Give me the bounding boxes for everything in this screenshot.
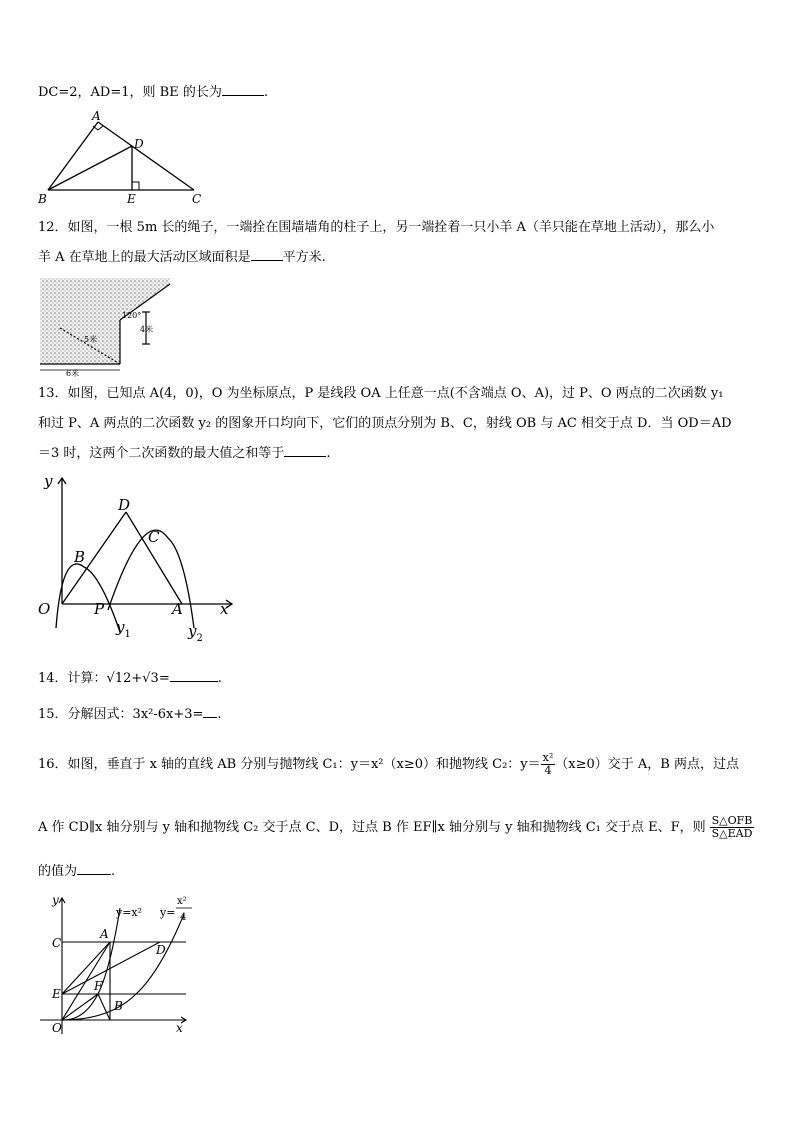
q16-label-c1: y=x²	[116, 906, 143, 919]
q13-line3-after: .	[326, 446, 331, 461]
q16-parabola-figure	[36, 890, 196, 1038]
q16-answer-blank[interactable]	[77, 874, 111, 875]
q11-label-a: A	[92, 110, 101, 123]
q13-label-d: D	[118, 496, 131, 514]
q13-label-y2: $y_2$	[188, 622, 203, 644]
q14-before: 14．计算：	[38, 671, 107, 686]
q16-ratio-den: S△EAD	[711, 827, 753, 840]
q13-label-a: A	[172, 600, 183, 618]
q16-ratio-num: S△OFB	[711, 814, 753, 827]
q16-line3-after: .	[111, 864, 116, 879]
q16-label-y: y	[52, 893, 59, 907]
q12-label-width: 6米	[66, 369, 80, 378]
q16-label-x: x	[176, 1021, 183, 1035]
q13-answer-blank[interactable]	[284, 456, 326, 457]
q13-ray-od	[62, 512, 126, 604]
q11-triangle-figure	[36, 110, 206, 206]
q11-right-angle-e	[132, 182, 139, 190]
q13-label-b: B	[74, 548, 86, 566]
q12-line2-before: 羊 A 在草地上的最大活动区域面积是	[38, 250, 251, 265]
q12-label-angle: 120°	[122, 311, 142, 320]
q12-line1: 12．如图，一根 5m 长的绳子，一端拴在围墙墙角的柱子上，另一端拴着一只小羊 A（羊只能在草地上活动），那么小	[38, 220, 715, 235]
q12-grass-area	[40, 278, 170, 364]
q16-label-c2-num: x²	[177, 896, 187, 907]
q11-label-d: D	[134, 137, 144, 151]
q13-line2: 和过 P、A 两点的二次函数 y₂ 的图象开口均向下，它们的顶点分别为 B、C，射线 OB 与 AC 相交于点 D．当 OD＝AD	[38, 416, 732, 431]
q11-label-c: C	[192, 192, 202, 206]
q15-after: .	[217, 707, 222, 722]
q14-answer-blank[interactable]	[170, 681, 218, 682]
q14-after: .	[217, 671, 222, 686]
q16-label-c: C	[52, 936, 62, 950]
q15-before: 15．分解因式：3x²-6x+3=	[38, 707, 204, 722]
q16-label-e: E	[52, 987, 61, 1001]
q11-label-e: E	[127, 192, 136, 206]
q16-label-d: D	[156, 943, 166, 957]
q11-segment-bd	[48, 146, 132, 190]
q16-line3-before: 的值为	[38, 864, 78, 879]
q16-label-o: O	[52, 1021, 62, 1035]
q12-line2-after: 平方米.	[282, 250, 326, 265]
q16-segment-of	[62, 994, 98, 1020]
q12-label-rope: 5米	[84, 335, 98, 344]
q16-label-a: A	[100, 927, 109, 941]
q16-line1-after: （x≥0）交于 A，B 两点，过点	[555, 757, 739, 772]
q16-segment-ea	[62, 942, 110, 994]
q11-label-b: B	[38, 192, 47, 206]
q16-fraction-num: x²	[542, 751, 554, 764]
q11-text-after: .	[263, 85, 268, 100]
q13-label-p: P	[94, 600, 105, 618]
q11-text	[38, 84, 268, 102]
q13-line1: 13．如图，已知点 A(4，0)，O 为坐标原点，P 是线段 OA 上任意一点(不含端点 O、A)，过 P、O 两点的二次函数 y₁	[38, 386, 724, 401]
q13-label-x: x	[220, 600, 229, 618]
q11-right-angle-a	[93, 126, 103, 130]
q16-line3	[38, 863, 115, 881]
q16-ratio	[710, 815, 755, 840]
q16-label-b: B	[114, 999, 123, 1013]
q15-answer-blank[interactable]	[203, 717, 217, 718]
q16-line2	[38, 815, 754, 840]
q13-segment-da	[126, 512, 182, 604]
q11-text-before: DC=2，AD=1，则 BE 的长为	[38, 85, 222, 100]
q16-label-c2-left: y=	[160, 906, 176, 919]
q16-line1	[38, 752, 739, 777]
q15-line	[38, 706, 222, 724]
q16-line1-before: 16．如图，垂直于 x 轴的直线 AB 分别与抛物线 C₁：y＝x²（x≥0）和抛物线 C₂：y＝	[38, 757, 541, 772]
q14-line	[38, 670, 222, 688]
q16-fraction	[541, 752, 556, 777]
q16-line2-before: A 作 CD∥x 轴分别与 y 轴和抛物线 C₂ 交于点 C、D，过点 B 作 EF∥x 轴分别与 y 轴和抛物线 C₁ 交于点 E、F，则	[38, 820, 706, 835]
q12-label-height: 4米	[140, 325, 154, 334]
q12-line2	[38, 249, 326, 267]
q12-sheep-figure	[38, 276, 172, 378]
q16-segment-fb	[98, 994, 110, 1020]
q13-line3-before: ＝3 时，这两个二次函数的最大值之和等于	[38, 446, 285, 461]
q14-expression: √12+√3=	[106, 671, 170, 686]
q13-parabola-figure	[34, 470, 244, 648]
q13-label-y1: $y_1$	[116, 618, 131, 640]
q16-segment-ed	[62, 942, 160, 994]
q16-fraction-den: 4	[544, 764, 552, 777]
q13-label-o: O	[38, 600, 51, 618]
q11-side-ab	[48, 122, 98, 190]
q11-answer-blank[interactable]	[222, 95, 264, 96]
q16-label-c2-den: 4	[180, 912, 187, 923]
q16-curve-c1	[62, 908, 120, 1020]
q13-label-y: y	[44, 472, 53, 490]
q13-line3	[38, 445, 331, 463]
q12-answer-blank[interactable]	[251, 260, 283, 261]
q13-label-c: C	[148, 528, 160, 546]
q16-label-f: F	[94, 979, 103, 993]
